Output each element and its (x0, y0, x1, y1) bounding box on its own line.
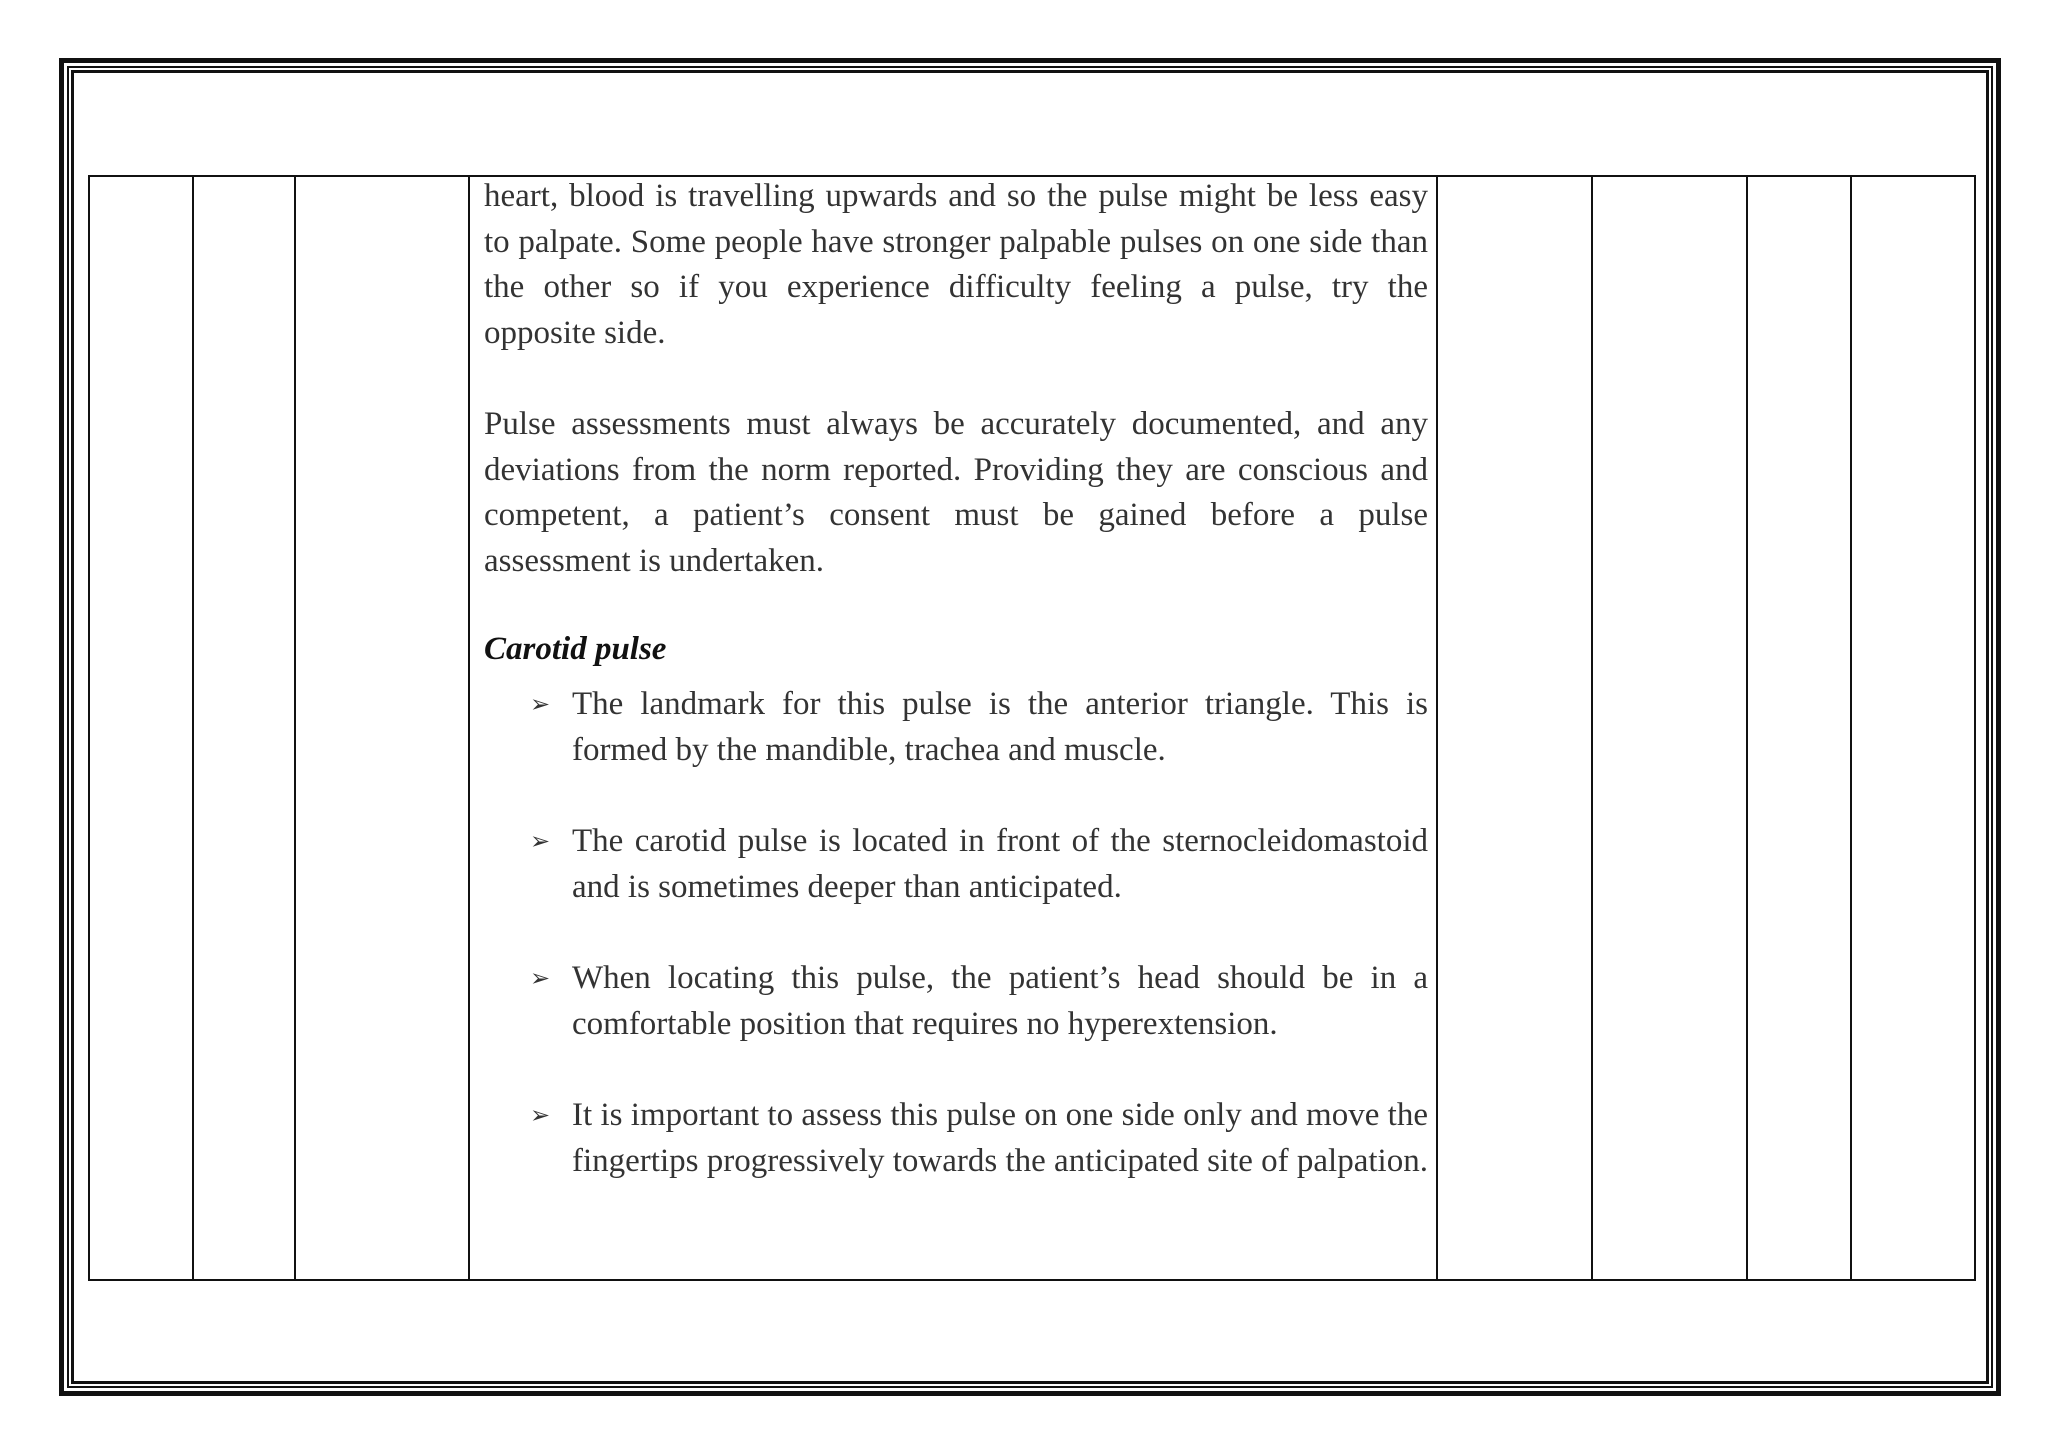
list-item (484, 956, 1428, 1047)
list-item-text: When locating this pulse, the patient’s head should be in a comfortable position that requires no hyperextension. (572, 960, 1428, 1042)
arrowhead-bullet-icon: ➢ (530, 690, 551, 718)
list-item (484, 1093, 1428, 1184)
table-column-divider (1591, 175, 1593, 1281)
table-column-divider (1436, 175, 1438, 1281)
list-item-text: It is important to assess this pulse on one side only and move the fingertips progressively towards the anticipated site of palpation. (572, 1097, 1428, 1179)
section-heading-carotid-pulse: Carotid pulse (484, 631, 667, 667)
arrowhead-bullet-icon: ➢ (530, 964, 551, 992)
arrowhead-bullet-icon: ➢ (530, 1101, 551, 1129)
table-column-divider (1746, 175, 1748, 1281)
table-column-divider (294, 175, 296, 1281)
list-item-text: The landmark for this pulse is the anterior triangle. This is formed by the mandible, trachea and muscle. (572, 686, 1428, 768)
arrowhead-bullet-icon: ➢ (530, 827, 551, 855)
table-content-cell (484, 174, 1428, 1184)
list-item (484, 682, 1428, 773)
list-item (484, 819, 1428, 910)
paragraph-pulse-palpation: heart, blood is travelling upwards and so the pulse might be less easy to palpate. Some people have stronger palpable pulses on one side than the other so if you experience difficulty feeling a pulse, try the opposite side. (484, 178, 1428, 351)
table-column-divider (468, 175, 470, 1281)
carotid-pulse-list (484, 682, 1428, 1184)
table-column-divider (1850, 175, 1852, 1281)
list-item-text: The carotid pulse is located in front of the sternocleidomastoid and is sometimes deeper than anticipated. (572, 823, 1428, 905)
table-column-divider (192, 175, 194, 1281)
paragraph-pulse-documentation: Pulse assessments must always be accurately documented, and any deviations from the norm reported. Providing they are conscious and competent, a patient’s consent must be gained before a pulse assessment is undertaken. (484, 406, 1428, 579)
